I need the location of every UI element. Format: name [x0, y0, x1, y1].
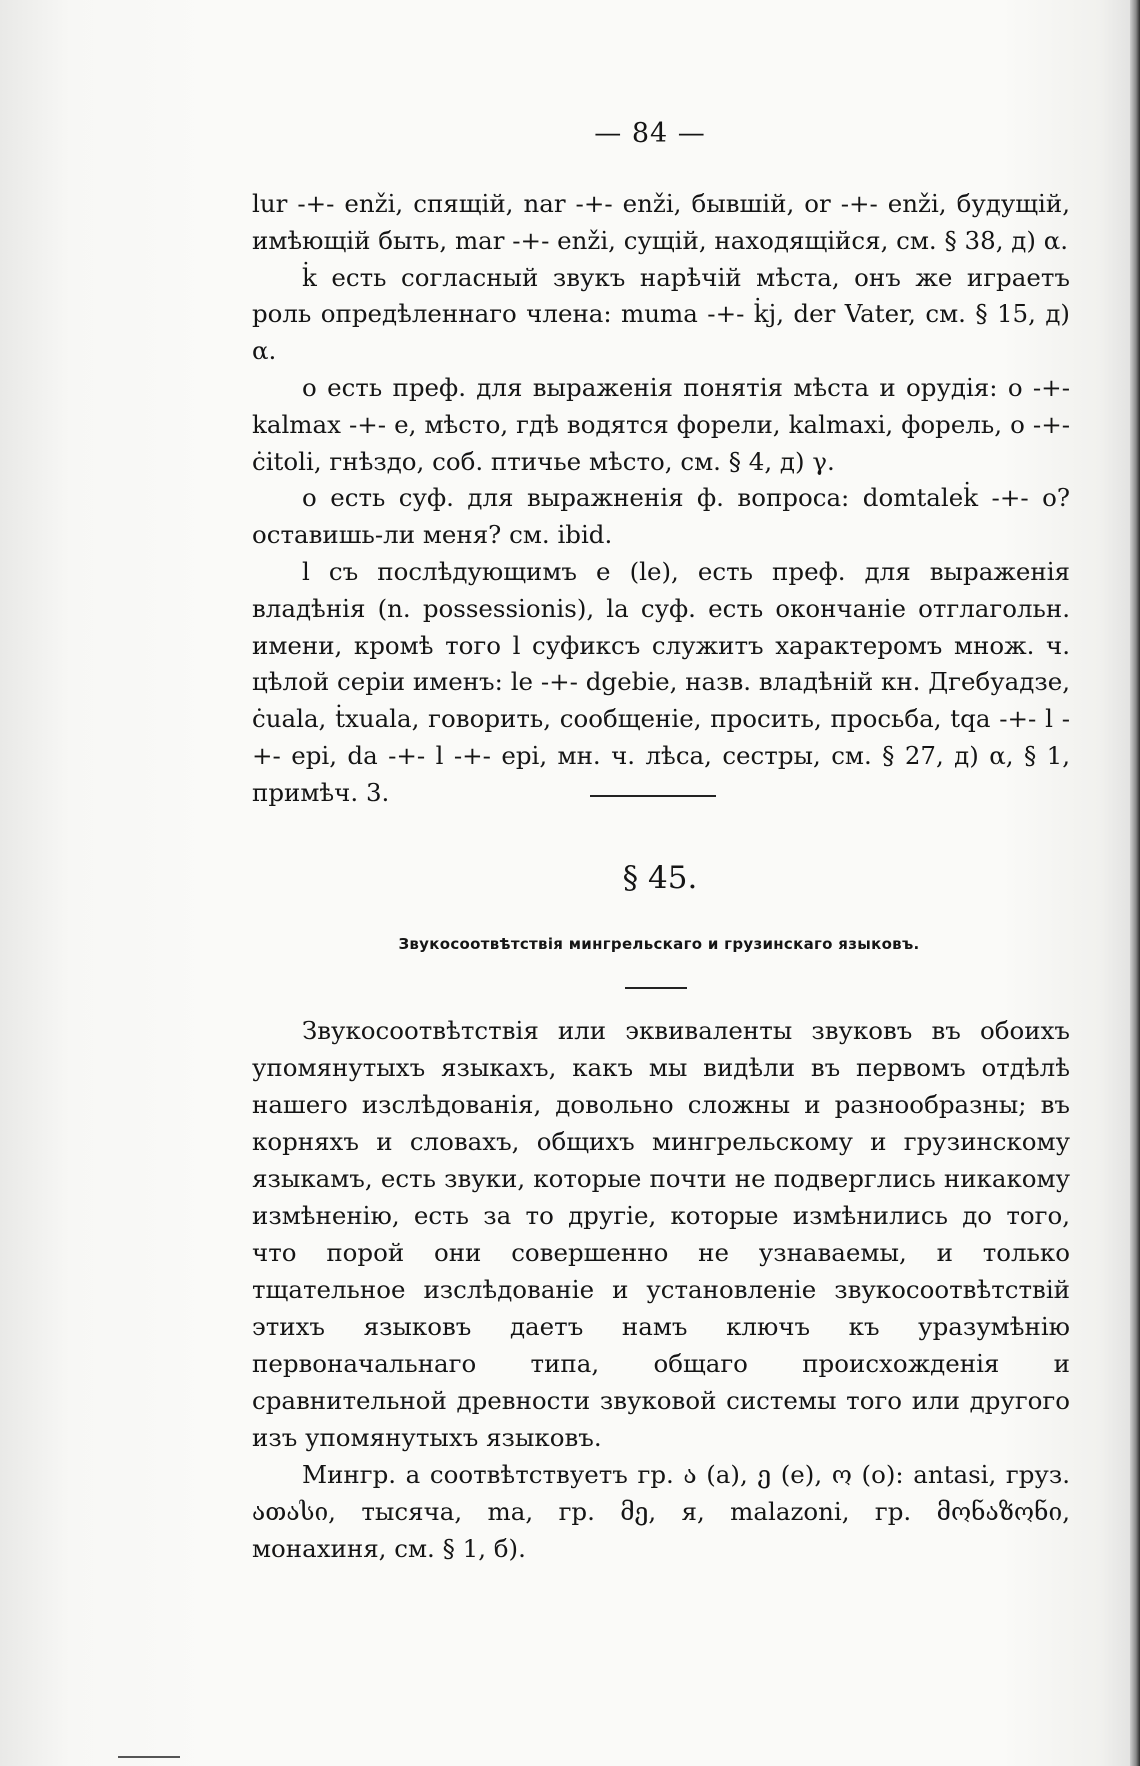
page-edge-shadow	[1130, 0, 1140, 1766]
page-number: — 84 —	[594, 118, 706, 149]
paragraph-l-entry: l съ послѣдующимъ e (le), есть преф. для выраженія владѣнія (n. possessionis), la суф. есть окончаніе отглагольн. имени, кромѣ того l суфиксъ служитъ характеромъ множ. ч. цѣлой серіи именъ: le -+- dgebie, назв. владѣній кн. Дгебуадзе, ċuala, ṫxuala, говорить, сообщеніе, просить, просьба, tqa -+- l -+- epi, da -+- l -+- epi, мн. ч. лѣса, сестры, см. § 27, д) α, § 1, примѣч. 3.	[252, 556, 1070, 807]
paragraph-o-suffix-entry: o есть суф. для выражненія ф. вопроса: domtalek̇ -+- o? оставишь-ли меня? см. ibid.	[252, 483, 1070, 550]
paragraph-k-entry: k̇ есть согласный звукъ нарѣчій мѣста, онъ же играетъ роль опредѣленнаго члена: muma -+- k̇j, der Vater, см. § 15, д) α.	[252, 262, 1070, 366]
top-text-block	[252, 186, 1070, 812]
section-number: § 45.	[622, 860, 698, 896]
section-title: Звукосоотвѣтствія мингрельскаго и грузинскаго языковъ.	[398, 935, 920, 953]
scan-artifact-line	[118, 1756, 180, 1758]
section-divider-rule	[590, 795, 716, 797]
title-underline-rule	[625, 987, 687, 989]
paragraph-mingrelian-a: Мингр. a соотвѣтствуетъ гр. ა (a), ე (e), ო (o): antasi, груз. ათასი, тысяча, ma, гр. მე, я, malazoni, гр. მონაზონი, монахиня, см. § 1, б).	[252, 1460, 1070, 1563]
bottom-text-block	[252, 1012, 1070, 1567]
paragraph-o-prefix-entry: o есть преф. для выраженія понятія мѣста и орудія: o -+- kalmax -+- e, мѣсто, гдѣ водятся форели, kalmaxi, форель, o -+- ċitoli, гнѣздо, соб. птичье мѣсто, см. § 4, д) γ.	[252, 372, 1070, 476]
paragraph-intro: Звукосоотвѣтствія или эквиваленты звуковъ въ обоихъ упомянутыхъ языкахъ, какъ мы видѣли въ первомъ отдѣлѣ нашего изслѣдованія, довольно сложны и разнообразны; въ корняхъ и словахъ, общихъ мингрельскому и грузинскому языкамъ, есть звуки, которые почти не подверглись никакому измѣненію, есть за то другіе, которые измѣнились до того, что порой они совершенно не узнаваемы, и только тщательное изслѣдованіе и установленіе звукосоотвѣтствій этихъ языковъ даетъ намъ ключъ къ уразумѣнію первоначальнаго типа, общаго происхожденія и сравнительной древности звуковой системы того или другого изъ упомянутыхъ языковъ.	[252, 1016, 1070, 1452]
paragraph-continuation: lur -+- enži, спящій, nar -+- enži, бывшій, or -+- enži, будущій, имѣющій быть, mar -+- enži, сущій, находящійся, см. § 38, д) α.	[252, 189, 1070, 255]
